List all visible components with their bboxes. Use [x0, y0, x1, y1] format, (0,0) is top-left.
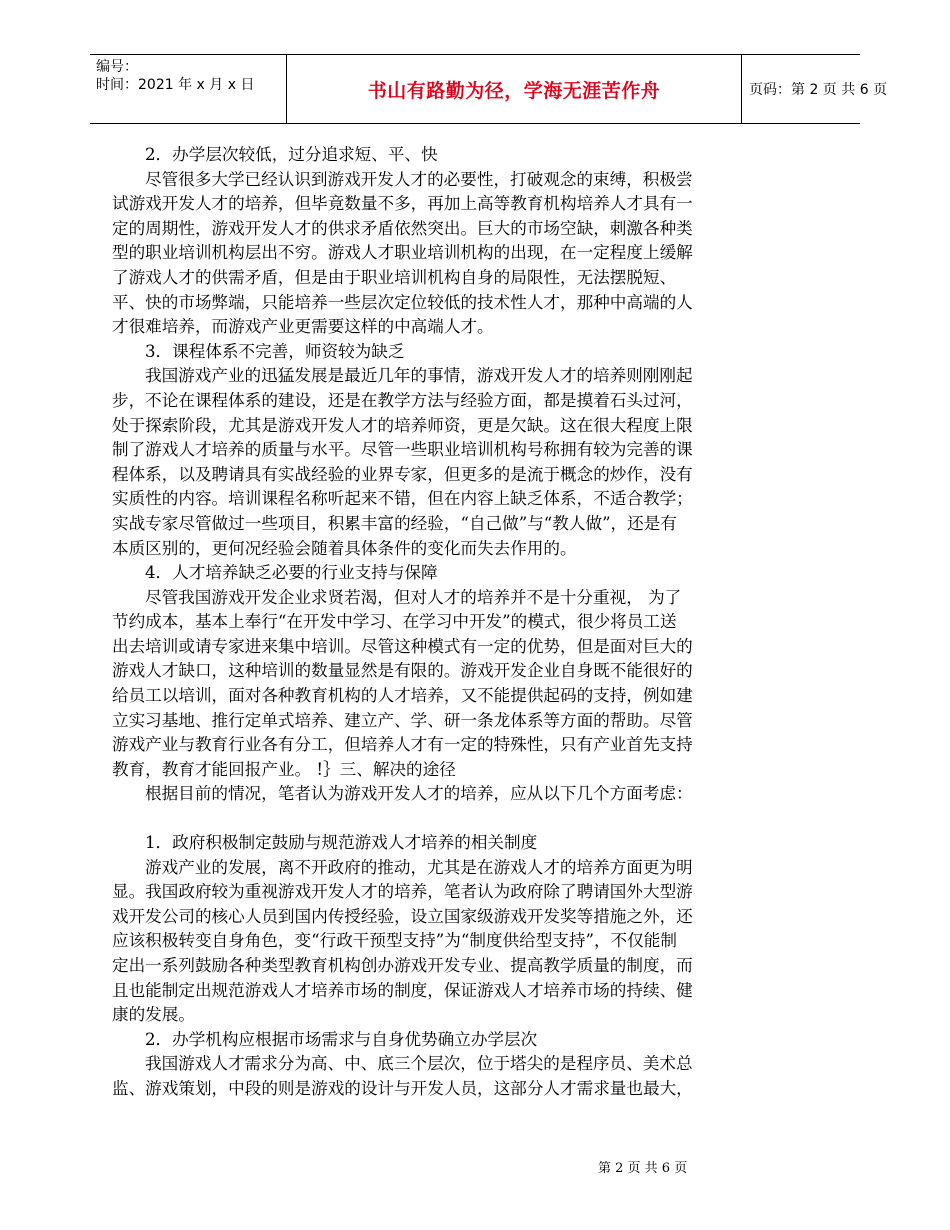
text-line: 定出一系列鼓励各种类型教育机构创办游戏开发专业、提高教学质量的制度，而	[112, 956, 693, 975]
text-line: 定的周期性，游戏开发人才的供求矛盾依然突出。巨大的市场空缺，刺激各种类	[112, 218, 693, 238]
text-line: 且也能制定出规范游戏人才培养市场的制度，保证游戏人才培养市场的持续、健	[112, 980, 693, 1000]
text-line: 型的职业培训机构层出不穷。游戏人才职业培训机构的出现，在一定程度上缓解	[112, 243, 693, 263]
text-line: 本质区别的，更何况经验会随着具体条件的变化而失去作用的。	[112, 538, 577, 558]
number-label: 编号：	[96, 59, 138, 75]
text-line: 尽管我国游戏开发企业求贤若渴，但对人才的培养并不是十分重视， 为了	[145, 587, 682, 607]
date-label: 时间：2021 年 x 月 x 日	[96, 77, 255, 93]
header-page-cell	[741, 55, 888, 123]
header-meta	[90, 55, 286, 123]
heading-line: 3．课程体系不完善，师资较为缺乏	[145, 341, 405, 361]
text-line: 出去培训或请专家进来集中培训。尽管这种模式有一定的优势，但是面对巨大的	[112, 636, 693, 656]
text-line: 试游戏开发人才的培养，但毕竟数量不多，再加上高等教育机构培养人才具有一	[112, 194, 693, 214]
text-line: 我国游戏人才需求分为高、中、底三个层次，位于塔尖的是程序员、美术总	[145, 1054, 693, 1074]
text-line: 实战专家尽管做过一些项目，积累丰富的经验，“自己做”与“教人做”，还是有	[112, 513, 677, 533]
heading-line: 4．人才培养缺乏必要的行业支持与保障	[145, 563, 438, 583]
text-line: 游戏产业与教育行业各有分工，但培养人才有一定的特殊性，只有产业首先支持	[112, 735, 693, 755]
text-line: 监、游戏策划，中段的则是游戏的设计与开发人员，这部分人才需求量也最大，	[112, 1078, 693, 1098]
text-line: 游戏产业的发展，离不开政府的推动，尤其是在游戏人才的培养方面更为明	[145, 857, 693, 877]
page-footer: 第 2 页 共 6 页	[598, 1161, 688, 1176]
text-line: 步，不论在课程体系的建设，还是在教学方法与经验方面，都是摸着石头过河，	[112, 390, 693, 410]
text-line: 尽管很多大学已经认识到游戏开发人才的必要性，打破观念的束缚，积极尝	[145, 169, 693, 189]
text-line: 实质性的内容。培训课程名称听起来不错，但在内容上缺乏体系，不适合教学；	[112, 489, 693, 509]
text-line: 了游戏人才的供需矛盾，但是由于职业培训机构自身的局限性，无法摆脱短、	[112, 267, 677, 287]
text-line: 节约成本，基本上奉行“在开发中学习、在学习中开发”的模式，很少将员工送	[112, 612, 677, 632]
text-line: 应该积极转变自身角色，变“行政干预型支持”为“制度供给型支持”，不仅能制	[112, 931, 677, 951]
body-text	[112, 143, 772, 1102]
header-motto: 书山有路勤为径，学海无涯苦作舟	[367, 79, 661, 102]
text-line: 戏开发公司的核心人员到国内传授经验，设立国家级游戏开发奖等措施之外，还	[112, 906, 693, 926]
heading-line: 2．办学层次较低，过分追求短、平、快	[145, 145, 438, 164]
header-page-label: 页码：第 2 页 共 6 页	[749, 82, 888, 98]
text-line: 显。我国政府较为重视游戏开发人才的培养，笔者认为政府除了聘请国外大型游	[112, 882, 693, 902]
heading-line: 1．政府积极制定鼓励与规范游戏人才培养的相关制度	[145, 833, 538, 853]
text-line: 制了游戏人才培养的质量与水平。尽管一些职业培训机构号称拥有较为完善的课	[112, 440, 693, 460]
text-line: 程体系，以及聘请具有实战经验的业界专家，但更多的是流于概念的炒作，没有	[112, 464, 693, 484]
heading-line: 2．办学机构应根据市场需求与自身优势确立办学层次	[145, 1029, 538, 1049]
text-line: 平、快的市场弊端，只能培养一些层次定位较低的技术性人才，那种中高端的人	[112, 292, 693, 312]
page-header	[90, 54, 888, 124]
header-motto-cell	[286, 55, 742, 123]
text-line: 我国游戏产业的迅猛发展是最近几年的事情，游戏开发人才的培养则刚刚起	[145, 366, 693, 386]
text-line: 处于探索阶段，尤其是游戏开发人才的培养师资，更是欠缺。这在很大程度上限	[112, 415, 693, 435]
text-line: 立实习基地、推行定单式培养、建立产、学、研一条龙体系等方面的帮助。尽管	[112, 710, 693, 730]
text-line: 康的发展。	[112, 1005, 195, 1025]
text-line: 教育，教育才能回报产业。 !｝三、解决的途径	[112, 759, 456, 779]
text-line: 根据目前的情况，笔者认为游戏开发人才的培养，应从以下几个方面考虑：	[145, 784, 693, 804]
text-line: 游戏人才缺口，这种培训的数量显然是有限的。游戏开发企业自身既不能很好的	[112, 661, 693, 681]
text-line: 才很难培养，而游戏产业更需要这样的中高端人才。	[112, 317, 494, 337]
text-line: 给员工以培训，面对各种教育机构的人才培养，又不能提供起码的支持，例如建	[112, 686, 693, 706]
